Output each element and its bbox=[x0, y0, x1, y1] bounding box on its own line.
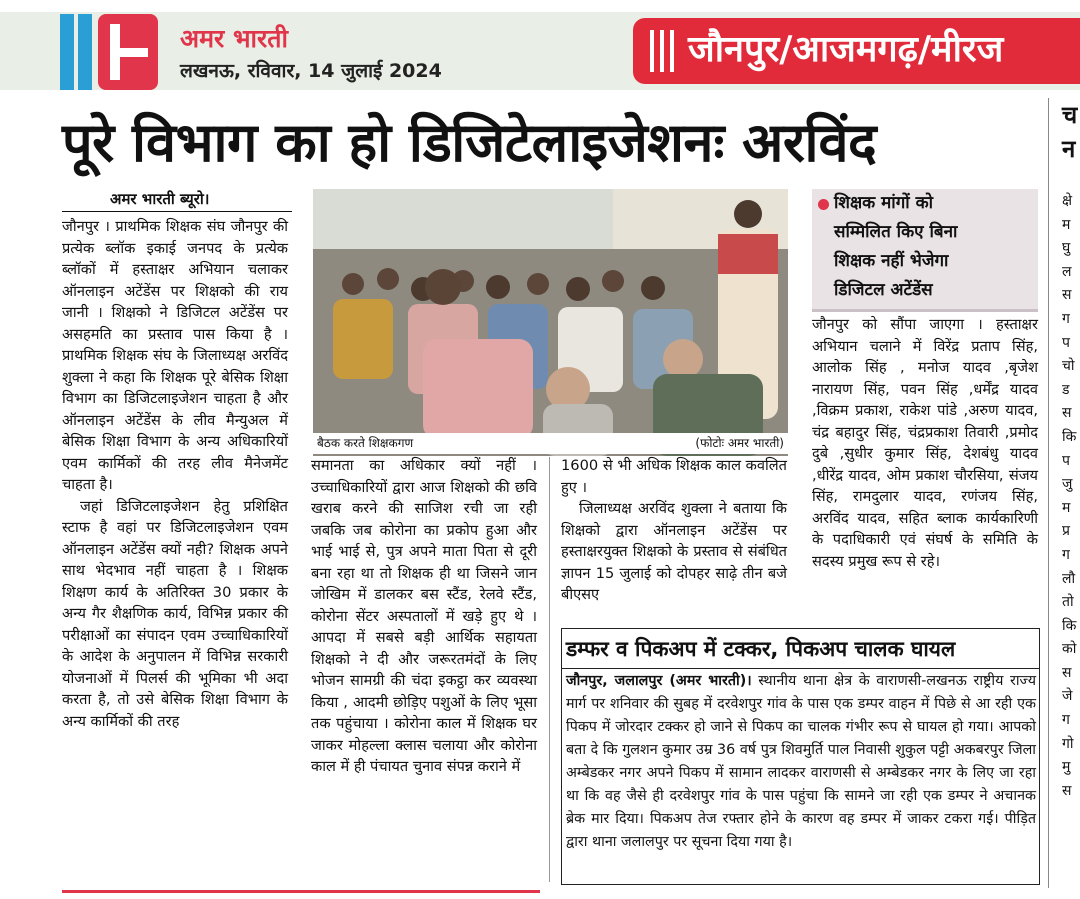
right-edge-line: स bbox=[1062, 664, 1072, 681]
main-article-column-2 bbox=[311, 455, 537, 778]
second-article-dateline: जौनपुर, जलालपुर (अमर भारती)। bbox=[566, 673, 752, 689]
amar-bharti-logo-icon bbox=[60, 14, 158, 90]
meeting-photo bbox=[313, 189, 788, 456]
col3-paragraph-2: जिलाध्यक्ष अरविंद शुक्ला ने बताया कि शिक्षको द्वारा ऑनलाइन अटेंडेंस पर हस्ताक्षरयुक्त शिक्षको के प्रस्ताव से संबंधित ज्ञापन 15 जुलाई को दोपहर साढ़े तीन बजे बीएसए bbox=[561, 500, 787, 603]
right-edge-line: स bbox=[1062, 405, 1072, 422]
second-article-text: स्थानीय थाना क्षेत्र के वाराणसी-लखनऊ राष्ट्रीय राज्य मार्ग पर शनिवार की सुबह में दरवेशपुर गांव के पास एक डम्पर वाहन में पिछे से आ रही एक पिकप में जोरदार टक्कर हो जाने से पिकप का चालक गंभीर रूप से घायल हो गया। आपको बता दे कि गुलशन कुमार उम्र 36 वर्ष पुत्र शिवमुर्ति पाल निवासी शुकुल पट्टी अकबरपुर जिला अम्बेडकर नगर अपने पिकप में सामान लादकर वाराणसी से अम्बेडकर नगर के लिए जा रहा था कि वह जैसे ही दरवेशपुर गांव के पास पहुंचा कि सामने जा रही एक डम्पर ने अचानक ब्रेक मार दिया। पिकअप तेज रफ्तार होने के कारण वह डम्पर में जाकर टकरा गई। पीड़ित द्वारा थाना जलालपुर पर सूचना दिया गया है। bbox=[566, 673, 1037, 850]
right-edge-line: म bbox=[1062, 499, 1071, 516]
second-article-headline: डम्फर व पिकअप में टक्कर, पिकअप चालक घायल bbox=[566, 637, 956, 661]
masthead-logo bbox=[60, 14, 158, 90]
byline: अमर भारती ब्यूरो। bbox=[110, 190, 210, 208]
right-edge-line: ल bbox=[1062, 263, 1072, 280]
callout-line-4: डिजिटल अटेंडेंस bbox=[834, 280, 933, 300]
right-edge-column bbox=[1062, 190, 1080, 803]
byline-rule bbox=[62, 211, 292, 212]
callout-box bbox=[812, 189, 1038, 312]
right-edge-line: ग bbox=[1062, 546, 1070, 563]
right-edge-line: को bbox=[1062, 641, 1077, 658]
callout-line-2: सम्मिलित किए बिना bbox=[834, 222, 958, 242]
col1-paragraph-1: जौनपुर । प्राथमिक शिक्षक संघ जौनपुर की प्रत्येक ब्लॉक इकाई जनपद के प्रत्येक ब्लॉकों में हस्ताक्षर अभियान चलाकर ऑनलाइन अटेंडेंस पर शिक्षको की राय जानी । शिक्षको ने डिजिटल अटेंडेंस पर असहमति का प्रस्ताव पास किया है । प्राथमिक शिक्षक संघ के जिलाध्यक्ष अरविंद शुक्ला ने कहा कि शिक्षक पूरे बेसिक शिक्षा विभाग का डिजिटलाइजेशन चाहता है और ऑनलाइन अटेंडेंस के लीव मैन्युअल में बेसिक शिक्षा विभाग के अन्य अधिकारियों एवम कार्मिकों की तरह लीव मैनेजमेंट चाहता है। bbox=[62, 218, 288, 493]
right-edge-line: प bbox=[1062, 452, 1070, 469]
photo-credit: (फोटोः अमर भारती) bbox=[695, 436, 784, 450]
right-edge-line: प bbox=[1062, 334, 1070, 351]
photo-caption-bar bbox=[313, 433, 788, 454]
right-edge-line: ग bbox=[1062, 310, 1070, 327]
right-edge-line: जु bbox=[1062, 476, 1073, 493]
right-edge-line: मु bbox=[1062, 759, 1071, 776]
right-edge-line: चो bbox=[1062, 358, 1075, 375]
right-edge-line: ड bbox=[1062, 381, 1070, 398]
right-edge-line: कि bbox=[1062, 617, 1077, 634]
main-article-column-1 bbox=[62, 216, 288, 732]
region-banner-bars bbox=[650, 30, 676, 72]
col1-paragraph-2: जहां डिजिटलाइजेशन हेतु प्रशिक्षित स्टाफ है वहां पर डिजिटलाइजेशन एवम ऑनलाइन अटेंडेंस क्यों नही? शिक्षक अपने साथ भेदभाव नहीं चाहता है । शिक्षक शिक्षण कार्य के अतिरिक्त 30 प्रकार के अन्य गैर शैक्षणिक कार्य, विभिन्न प्रकार की परीक्षाओं का संपादन एवम उच्चाधिकारियों के आदेश के अनुपालन में विभिन्न सरकारी योजनाओं में पिलर्स की भूमिका भी अदा करता है, तो उसे बेसिक शिक्षा विभाग के अन्य कार्मिकों की तरह bbox=[62, 497, 288, 730]
right-edge-rule bbox=[1048, 98, 1049, 888]
right-edge-headline-fragment-1: च bbox=[1062, 101, 1078, 129]
second-article-headline-rule bbox=[561, 668, 1040, 669]
main-headline: पूरे विभाग का हो डिजिटेलाइजेशनः अरविंद bbox=[62, 111, 877, 174]
right-edge-line: स bbox=[1062, 287, 1072, 304]
right-edge-line: कि bbox=[1062, 428, 1077, 445]
right-edge-line: तो bbox=[1062, 594, 1074, 611]
second-article-body bbox=[566, 670, 1036, 854]
teachers-meeting-photo-icon bbox=[313, 189, 788, 456]
main-article-column-4 bbox=[812, 314, 1038, 572]
callout-line-3: शिक्षक नहीं भेजेगा bbox=[834, 251, 949, 271]
dateline: लखनऊ, रविवार, 14 जुलाई 2024 bbox=[180, 60, 442, 82]
col2-paragraph: समानता का अधिकार क्यों नहीं । उच्चाधिकारियों द्वारा आज शिक्षको की छवि खराब करने की साजिश रची जा रही जबकि जब कोरोना का प्रकोप हुआ और भाई भाई से, पुत्र अपने माता पिता से दूरी बना रहा था तो शिक्षक ही था जिसने जान जोखिम में डालकर बस स्टैंड, रेलवे स्टैंड, कोरोना सेंटर अस्पतालों में खड़े हुए थे । आपदा में सबसे बड़ी आर्थिक सहायता शिक्षको ने दी और जरूरतमंदों के लिए भोजन सामग्री की चंदा इकट्ठा कर व्यवस्था किया , आदमी छोड़िए पशुओं के लिए भूसा तक पहुंचाया । कोरोना काल में शिक्षक घर जाकर मोहल्ला क्लास चलाया और कोरोना काल में ही पंचायत चुनाव संपन्न कराने में bbox=[311, 457, 537, 775]
right-edge-line: जे bbox=[1062, 688, 1073, 705]
banner-bars-icon bbox=[650, 30, 676, 72]
paper-name: अमर भारती bbox=[180, 24, 288, 53]
right-edge-line: घु bbox=[1062, 240, 1071, 257]
second-article-paragraph bbox=[566, 670, 1036, 854]
col3-paragraph-1: 1600 से भी अधिक शिक्षक काल कवलित हुए । bbox=[561, 457, 787, 496]
right-edge-line: स bbox=[1062, 782, 1072, 799]
right-edge-line: म bbox=[1062, 216, 1071, 233]
right-edge-line: प्र bbox=[1062, 523, 1070, 540]
column-divider bbox=[549, 457, 550, 882]
right-edge-line: गो bbox=[1062, 735, 1074, 752]
right-edge-headline-fragment-2: न bbox=[1062, 135, 1076, 163]
right-edge-line: क्षे bbox=[1062, 193, 1073, 209]
region-label: जौनपुर/आजमगढ़/मीरज bbox=[688, 29, 1004, 70]
col4-paragraph: जौनपुर को सौंपा जाएगा । हस्ताक्षर अभियान चलाने में विरेंद्र प्रताप सिंह, आलोक सिंह , मनोज यादव ,बृजेश नारायण सिंह, पवन सिंह ,धर्मेंद्र यादव ,विक्रम प्रकाश, राकेश पांडे ,अरुण यादव, चंद्र बहादुर सिंह, चंद्रप्रकाश तिवारी ,प्रमोद दुबे ,सुधीर कुमार सिंह, देशबंधु यादव ,धीरेंद्र यादव, ओम प्रकाश चौरसिया, संजय सिंह, रामदुलार यादव, रणंजय सिंह, अरविंद यादव, सहित ब्लाक कार्यकारिणी के पदाधिकारी एवं संघर्ष के समिति के सदस्य प्रमुख रूप से रहे। bbox=[812, 316, 1038, 570]
right-edge-line: लौ bbox=[1062, 570, 1076, 587]
main-article-column-3 bbox=[561, 455, 787, 606]
photo-caption: बैठक करते शिक्षकगण bbox=[317, 436, 414, 450]
callout-line-1: शिक्षक मांगों को bbox=[834, 193, 934, 213]
bottom-rule bbox=[62, 890, 540, 893]
right-edge-line: ग bbox=[1062, 712, 1070, 729]
callout-bullet-icon bbox=[818, 199, 829, 210]
